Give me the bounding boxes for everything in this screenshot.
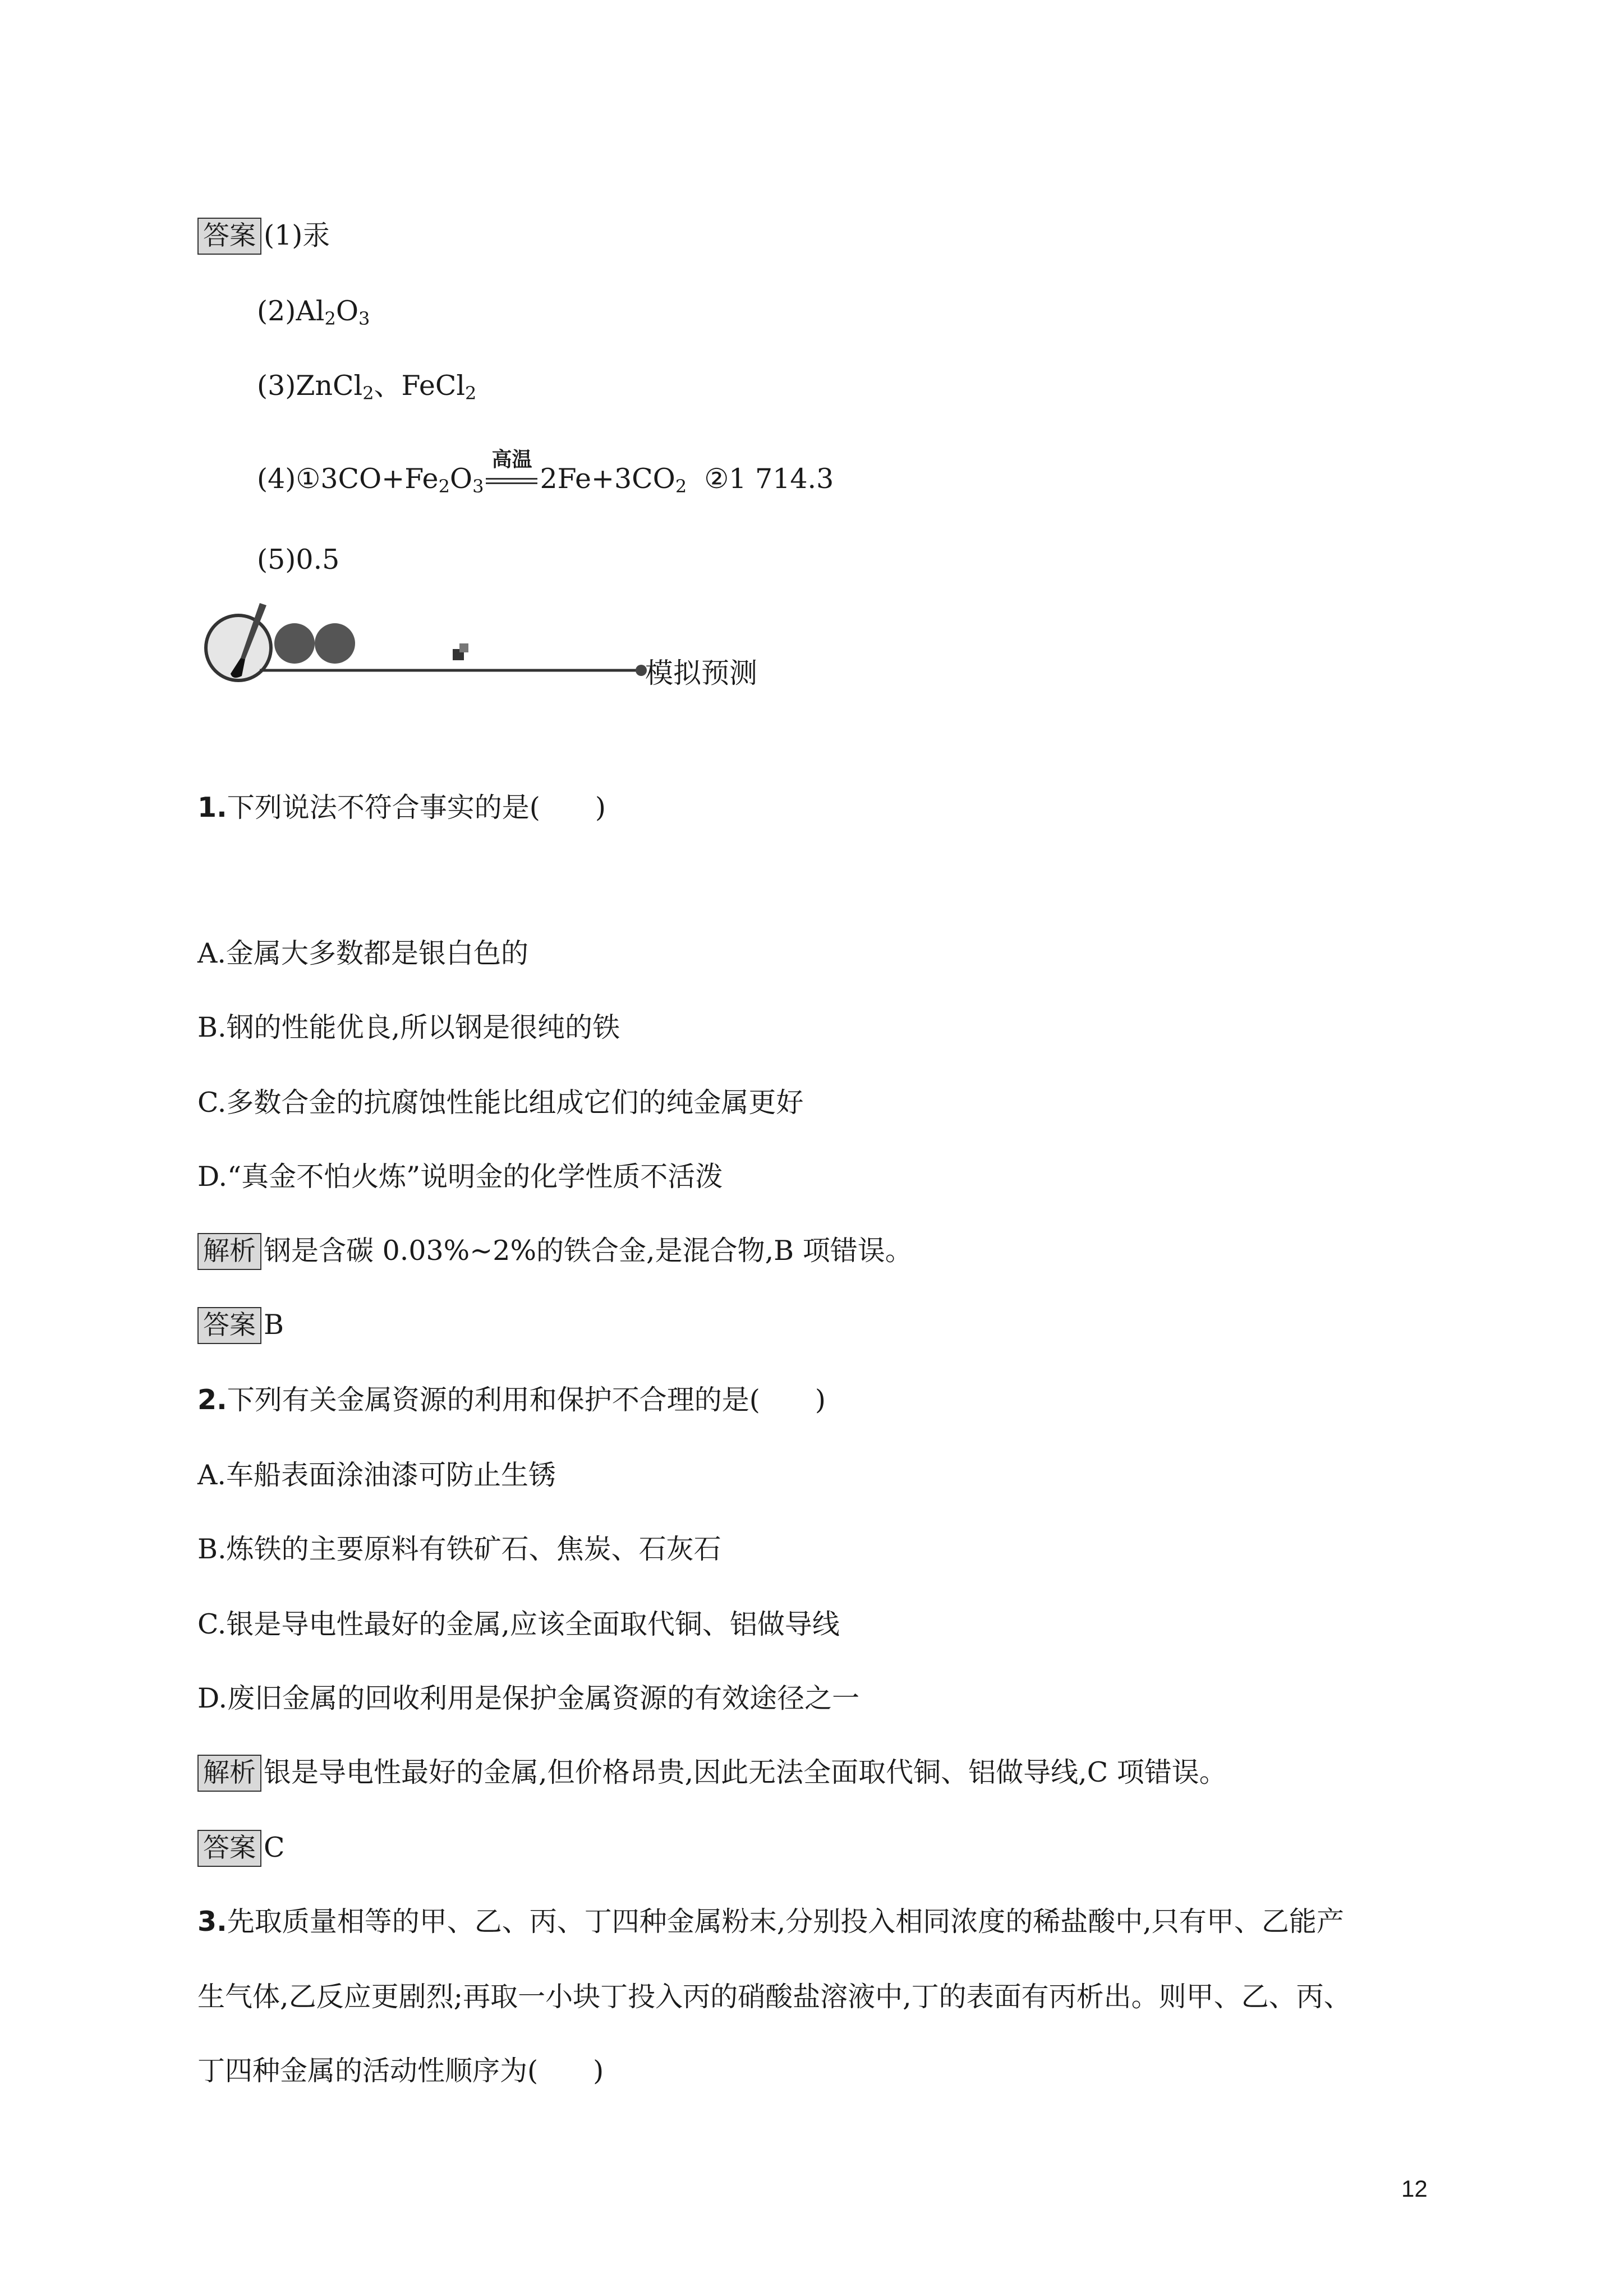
subscript: 2	[438, 476, 450, 497]
reaction-arrow	[486, 448, 537, 484]
answer-item-5: (5)0.5	[257, 544, 340, 576]
answer-line-2	[257, 293, 370, 329]
answer-item-4-part: ②1 714.3	[687, 463, 834, 495]
answer-line-3	[257, 368, 476, 404]
question-1-option-b: B.钢的性能优良,所以钢是很纯的铁	[197, 1011, 620, 1043]
section-header-graphic	[194, 592, 654, 693]
answer-item-1: (1)汞	[264, 219, 330, 251]
double-bar	[486, 478, 537, 484]
question-2-option-d: D.废旧金属的回收利用是保护金属资源的有效途径之一	[197, 1682, 860, 1714]
answer-line-5	[257, 542, 339, 578]
question-3-stem-line-2: 生气体,乙反应更剧烈;再取一小块丁投入丙的硝酸盐溶液中,丁的表面有丙析出。则甲、乙、丙、	[197, 1981, 1351, 2013]
reaction-condition: 高温	[491, 448, 532, 471]
answer-tag: 答案	[197, 1830, 261, 1867]
question-2-option-b: B.炼铁的主要原料有铁矿石、焦炭、石灰石	[197, 1533, 721, 1565]
answer-line-1	[197, 218, 330, 255]
question-number: 3.	[197, 1906, 227, 1938]
subscript: 3	[358, 308, 370, 329]
answer-item-2-part: (2)Al	[257, 295, 325, 327]
question-3-stem-line-3: 丁四种金属的活动性顺序为( )	[197, 2055, 604, 2087]
question-2-analysis	[197, 1755, 1227, 1792]
answer-text: C	[264, 1832, 285, 1864]
answer-item-4-part: 2Fe+3CO	[540, 463, 675, 495]
question-number: 2.	[197, 1384, 227, 1416]
section-title: 模拟预测	[645, 657, 757, 689]
analysis-text: 钢是含碳 0.03%~2%的铁合金,是混合物,B 项错误。	[264, 1235, 913, 1267]
answer-item-4-part: O	[449, 463, 473, 495]
question-text: 下列有关金属资源的利用和保护不合理的是( )	[227, 1384, 826, 1416]
question-2-option-a: A.车船表面涂油漆可防止生锈	[197, 1459, 556, 1491]
subscript: 2	[465, 383, 477, 404]
page-number: 12	[1401, 2175, 1428, 2202]
question-1-option-d: D.“真金不怕火炼”说明金的化学性质不活泼	[197, 1161, 723, 1193]
answer-tag: 答案	[197, 1307, 261, 1344]
question-1-answer	[197, 1307, 284, 1344]
subscript: 3	[472, 476, 484, 497]
question-2-answer	[197, 1830, 285, 1867]
analysis-tag: 解析	[197, 1233, 261, 1270]
answer-line-4	[257, 448, 834, 497]
question-text: 下列说法不符合事实的是( )	[227, 792, 606, 823]
question-1-analysis	[197, 1233, 913, 1270]
question-number: 1.	[197, 792, 227, 823]
question-1-option-a: A.金属大多数都是银白色的	[197, 937, 528, 969]
analysis-tag: 解析	[197, 1755, 261, 1792]
answer-tag: 答案	[197, 218, 261, 255]
answer-text: B	[264, 1309, 284, 1341]
question-2-option-c: C.银是导电性最好的金属,应该全面取代铜、铝做导线	[197, 1608, 840, 1640]
question-text: 先取质量相等的甲、乙、丙、丁四种金属粉末,分别投入相同浓度的稀盐酸中,只有甲、乙能产	[227, 1906, 1344, 1938]
question-1-option-c: C.多数合金的抗腐蚀性能比组成它们的纯金属更好	[197, 1087, 804, 1119]
answer-item-3-part: 、FeCl	[374, 370, 466, 402]
subscript: 2	[362, 383, 374, 404]
subscript: 2	[324, 308, 336, 329]
answer-item-2-part: O	[335, 295, 358, 327]
question-1-stem	[197, 790, 606, 826]
question-2-stem	[197, 1382, 826, 1418]
dark-dot-icon	[315, 623, 355, 664]
dark-dot-icon	[274, 623, 315, 664]
question-3-stem-line-1	[197, 1904, 1344, 1940]
small-square-icon	[459, 643, 468, 652]
subscript: 2	[675, 476, 687, 497]
answer-item-4-part: (4)①3CO+Fe	[257, 463, 439, 495]
answer-item-3-part: (3)ZnCl	[257, 370, 363, 402]
analysis-text: 银是导电性最好的金属,但价格昂贵,因此无法全面取代铜、铝做导线,C 项错误。	[264, 1756, 1227, 1788]
